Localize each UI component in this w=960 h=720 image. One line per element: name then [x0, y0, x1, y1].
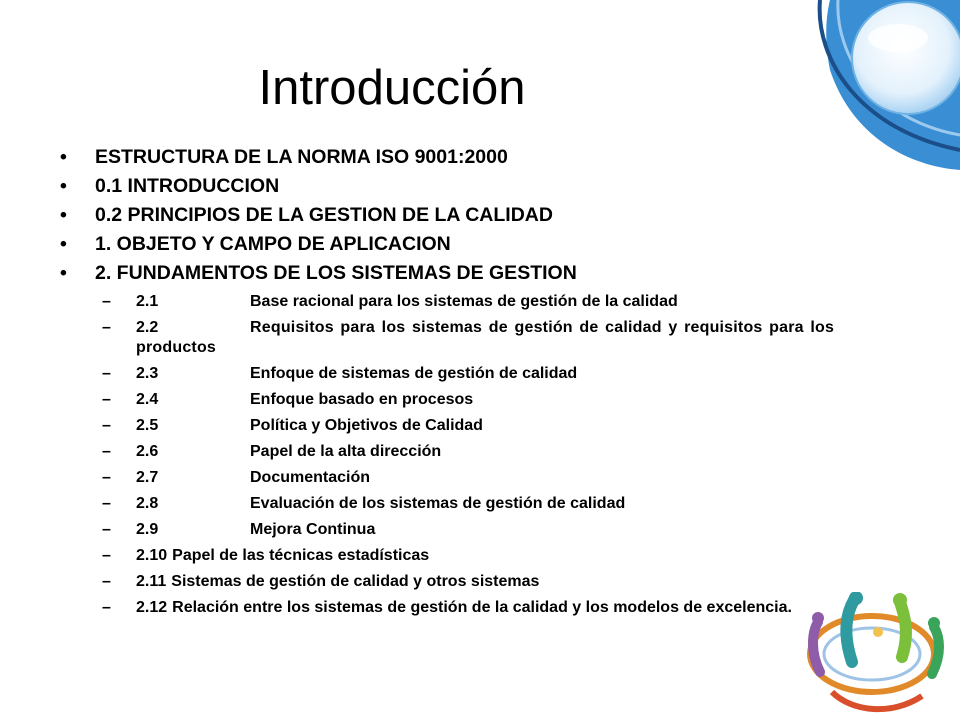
bullet-icon: •: [60, 175, 67, 197]
page-title: Introducción: [258, 61, 526, 115]
sub-item-text: Enfoque basado en procesos: [250, 391, 474, 408]
sub-item-number: 2.9: [136, 521, 159, 538]
sub-item: [60, 546, 880, 572]
sub-item: [60, 416, 880, 442]
bullet-item: [60, 231, 880, 260]
dash-icon: –: [102, 573, 111, 590]
sub-list: [60, 292, 880, 624]
bullet-item: [60, 173, 880, 202]
dash-icon: –: [102, 599, 111, 616]
sub-item: [60, 598, 880, 624]
sub-item: [60, 292, 880, 318]
bullet-icon: •: [60, 146, 67, 168]
bullet-icon: •: [60, 262, 67, 284]
bullet-text: ESTRUCTURA DE LA NORMA ISO 9001:2000: [95, 146, 508, 168]
sub-item-text: Requisitos para los sistemas de gestión de calidad y requisitos para los productos: [136, 319, 835, 356]
sub-item: [60, 520, 880, 546]
sub-item-text: Política y Objetivos de Calidad: [250, 417, 483, 434]
sub-item-text: Base racional para los sistemas de gestión de la calidad: [250, 293, 678, 310]
bullet-item: [60, 202, 880, 231]
bullet-text: 0.1 INTRODUCCION: [95, 175, 280, 197]
sub-item-text: Evaluación de los sistemas de gestión de calidad: [250, 495, 626, 512]
dash-icon: –: [102, 547, 111, 564]
sub-item-number: 2.4: [136, 391, 159, 408]
dash-icon: –: [102, 391, 111, 408]
sub-item-text: Relación entre los sistemas de gestión de la calidad y los modelos de excelencia.: [172, 599, 792, 616]
sub-item: [60, 494, 880, 520]
sub-item-number: 2.6: [136, 443, 159, 460]
sub-item-number: 2.2: [136, 319, 159, 336]
bullet-item: [60, 260, 880, 289]
sub-item-text: Papel de la alta dirección: [250, 443, 442, 460]
bullet-text: 1. OBJETO Y CAMPO DE APLICACION: [95, 233, 451, 255]
bullet-list: [60, 144, 880, 624]
sub-item-text: Sistemas de gestión de calidad y otros sistemas: [171, 573, 540, 590]
dash-icon: –: [102, 319, 111, 336]
bullet-icon: •: [60, 233, 67, 255]
sub-item-number: 2.8: [136, 495, 159, 512]
dash-icon: –: [102, 495, 111, 512]
dash-icon: –: [102, 469, 111, 486]
sub-item: [60, 442, 880, 468]
sub-item: [60, 390, 880, 416]
sub-item-number: 2.11: [136, 573, 167, 590]
sub-item: [60, 318, 896, 364]
dash-icon: –: [102, 293, 111, 310]
sub-item-text: Papel de las técnicas estadísticas: [172, 547, 430, 564]
bullet-icon: •: [60, 204, 67, 226]
sub-item: [60, 468, 880, 494]
bullet-text: 0.2 PRINCIPIOS DE LA GESTION DE LA CALIDAD: [95, 204, 553, 226]
bullet-text: 2. FUNDAMENTOS DE LOS SISTEMAS DE GESTION: [95, 262, 577, 284]
sub-item-number: 2.1: [136, 293, 159, 310]
sub-item-number: 2.10: [136, 547, 168, 564]
bullet-item: [60, 144, 880, 173]
dash-icon: –: [102, 417, 111, 434]
sub-item-text: Enfoque de sistemas de gestión de calidad: [250, 365, 578, 382]
sub-item-number: 2.12: [136, 599, 168, 616]
sub-item-text: Documentación: [250, 469, 371, 486]
sub-item-number: 2.3: [136, 365, 159, 382]
sub-item: [60, 572, 880, 598]
dash-icon: –: [102, 521, 111, 538]
sub-item-number: 2.7: [136, 469, 159, 486]
dash-icon: –: [102, 443, 111, 460]
sub-item-text: Mejora Continua: [250, 521, 376, 538]
dash-icon: –: [102, 365, 111, 382]
sub-item-number: 2.5: [136, 417, 159, 434]
sub-item: [60, 364, 880, 390]
